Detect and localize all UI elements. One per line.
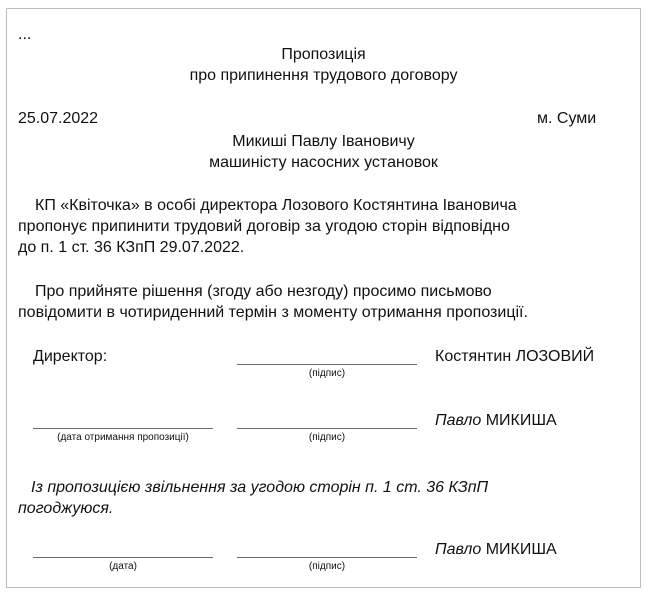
proposal-line-2: пропонує припинити трудовий договір за угодою сторін відповідно <box>18 218 510 235</box>
response-line-1: Про прийняте рішення (згоду або незгоду) просимо письмово <box>35 283 492 300</box>
response-request-paragraph <box>18 281 618 323</box>
receipt-date-caption: (дата отримання пропозиції) <box>57 432 189 443</box>
consent-signature-caption: (підпис) <box>308 561 346 572</box>
receipt-signature-caption: (підпис) <box>308 432 346 443</box>
ellipsis-mark: ... <box>18 26 32 43</box>
proposal-paragraph <box>18 195 618 258</box>
receipt-date-line <box>33 428 213 429</box>
consent-line-2: погоджуюся. <box>18 500 114 517</box>
document-subtitle: про припинення трудового договору <box>189 67 458 84</box>
consent-last-name: МИКИША <box>485 541 557 558</box>
document-page <box>6 8 641 588</box>
proposal-line-1: КП «Квіточка» в особі директора Лозового Костянтина Івановича <box>35 197 517 214</box>
employee-last-name: МИКИША <box>485 412 557 429</box>
consent-first-name: Павло <box>435 541 482 558</box>
consent-date-caption: (дата) <box>109 561 137 572</box>
director-signature-line <box>237 364 417 365</box>
receipt-signature-line <box>237 428 417 429</box>
response-line-2: повідомити в чотириденний термін з моменту отримання пропозиції. <box>18 304 528 321</box>
consent-line-1: Із пропозицією звільнення за угодою сторін п. 1 ст. 36 КЗпП <box>31 479 489 496</box>
document-city: м. Суми <box>537 110 597 127</box>
consent-signature-line <box>237 557 417 558</box>
consent-signature-name <box>435 540 557 560</box>
proposal-line-3: до п. 1 ст. 36 КЗпП 29.07.2022. <box>18 239 245 256</box>
employee-signature-name <box>435 411 557 431</box>
consent-paragraph <box>18 477 618 519</box>
recipient-name: Микиші Павлу Івановичу <box>232 133 415 150</box>
director-label: Директор: <box>33 348 108 365</box>
employee-first-name: Павло <box>435 412 482 429</box>
document-date: 25.07.2022 <box>18 110 99 127</box>
consent-date-line <box>33 557 213 558</box>
recipient-position: машиністу насосних установок <box>209 154 438 171</box>
document-title: Пропозиція <box>281 46 366 63</box>
director-name: Костянтин ЛОЗОВИЙ <box>435 348 595 365</box>
director-signature-caption: (підпис) <box>308 368 346 379</box>
